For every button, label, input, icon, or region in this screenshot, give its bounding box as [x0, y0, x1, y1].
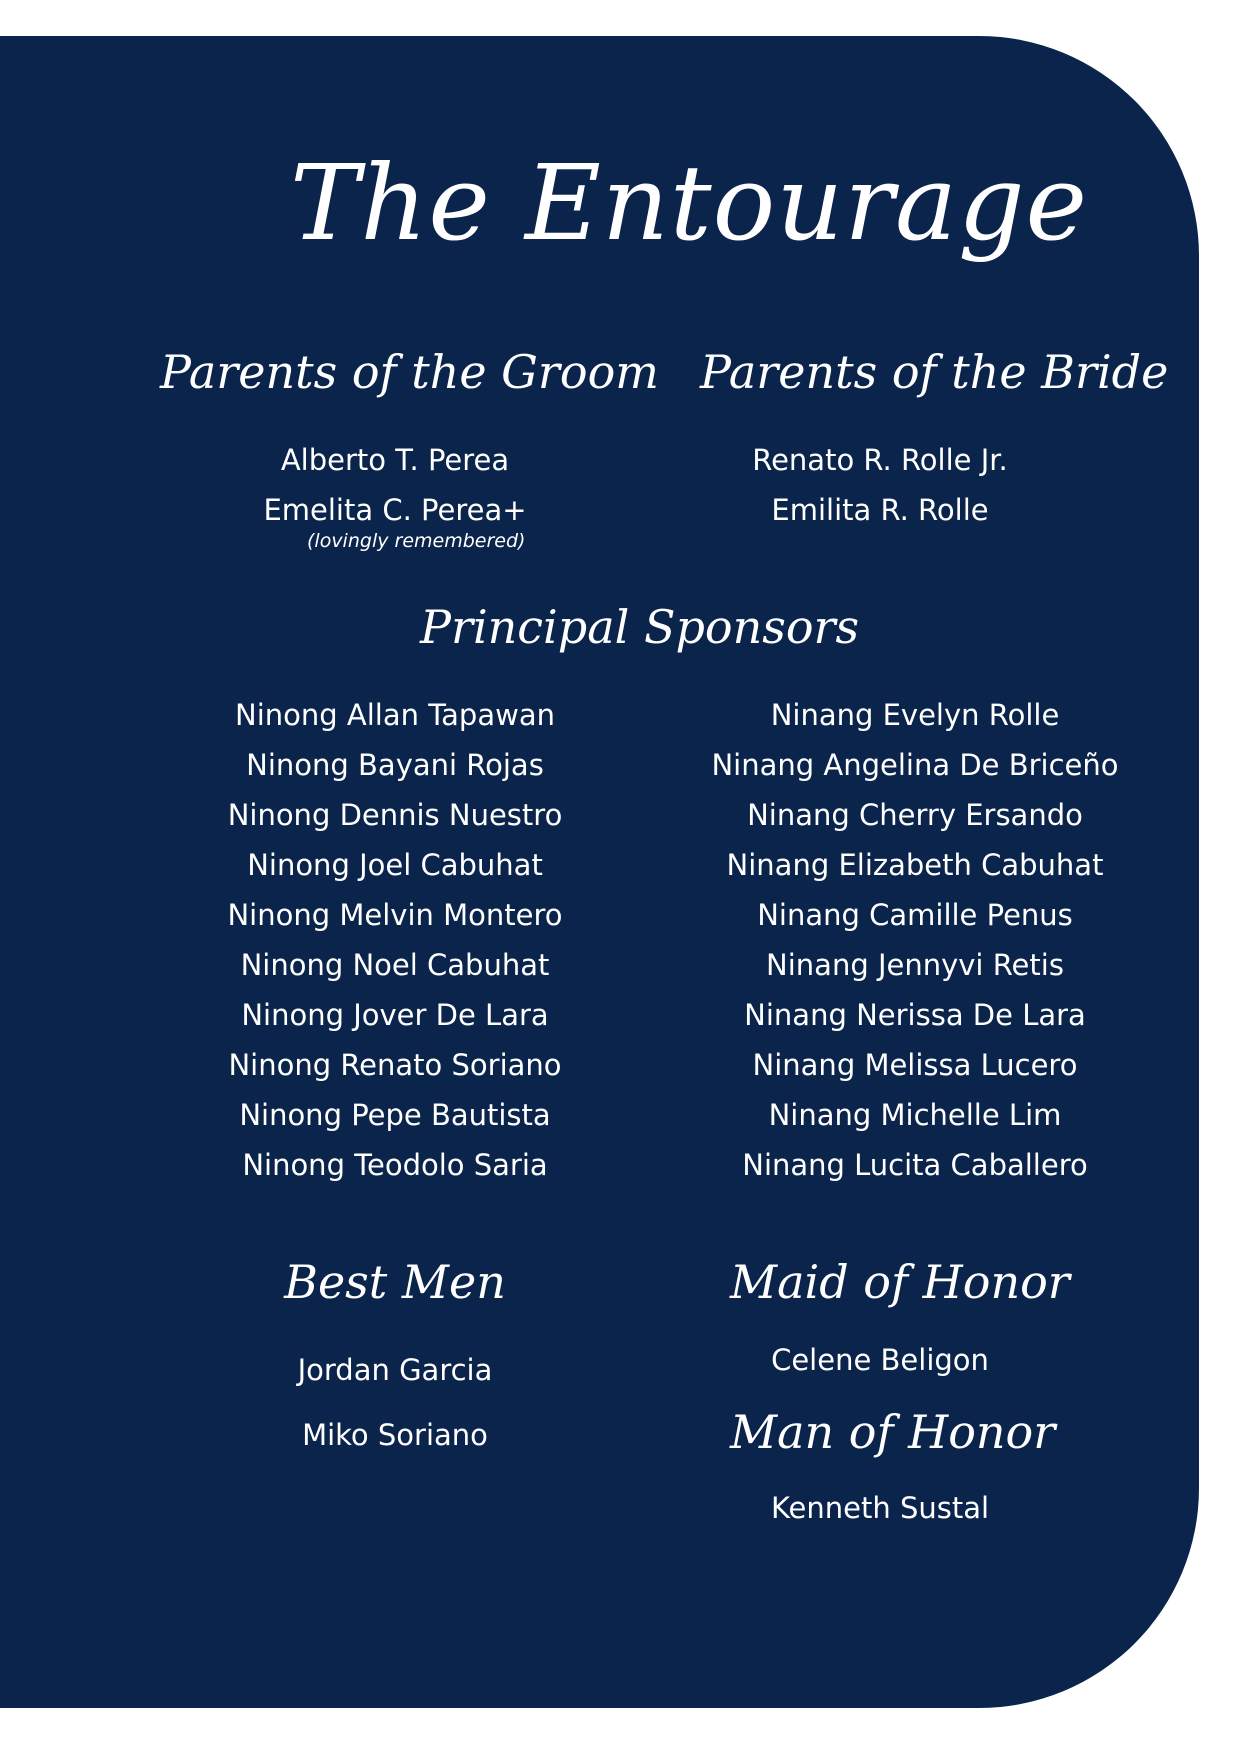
best-men-heading: Best Men: [284, 1255, 506, 1309]
ninang-name: Ninang Camille Penus: [757, 898, 1073, 932]
ninang-name: Ninang Elizabeth Cabuhat: [726, 848, 1104, 882]
ninang-name: Ninang Angelina De Briceño: [711, 748, 1119, 782]
ninang-list: [700, 690, 1130, 1190]
best-man-name: Miko Soriano: [302, 1418, 488, 1452]
parents-groom-heading: Parents of the Groom: [160, 345, 659, 399]
ninong-name: Ninong Noel Cabuhat: [240, 948, 550, 982]
ninong-name: Ninong Dennis Nuestro: [227, 798, 563, 832]
ninang-name: Ninang Evelyn Rolle: [770, 698, 1060, 732]
man-of-honor-heading: Man of Honor: [730, 1405, 1056, 1459]
ninang-name: Ninang Michelle Lim: [768, 1098, 1062, 1132]
ninang-name: Ninang Jennyvi Retis: [766, 948, 1064, 982]
ninong-name: Ninong Joel Cabuhat: [247, 848, 543, 882]
ninong-name: Ninong Melvin Montero: [227, 898, 563, 932]
ninong-name: Ninong Allan Tapawan: [235, 698, 555, 732]
remembrance-note: (lovingly remembered): [307, 530, 526, 552]
best-man-name: Jordan Garcia: [297, 1353, 493, 1387]
parents-bride-heading: Parents of the Bride: [700, 345, 1169, 399]
bride-father-name: Renato R. Rolle Jr.: [752, 443, 1008, 477]
ninang-name: Ninang Cherry Ersando: [747, 798, 1083, 832]
ninong-name: Ninong Renato Soriano: [228, 1048, 562, 1082]
ninang-name: Ninang Melissa Lucero: [752, 1048, 1078, 1082]
maid-of-honor-heading: Maid of Honor: [730, 1255, 1070, 1309]
man-of-honor-name: Kenneth Sustal: [770, 1491, 990, 1525]
ninong-name: Ninong Bayani Rojas: [246, 748, 544, 782]
principal-sponsors-heading: Principal Sponsors: [420, 600, 860, 654]
bride-mother-name: Emilita R. Rolle: [771, 493, 989, 527]
ninang-name: Ninang Nerissa De Lara: [744, 998, 1086, 1032]
ninong-name: Ninong Teodolo Saria: [242, 1148, 548, 1182]
ninang-name: Ninang Lucita Caballero: [742, 1148, 1088, 1182]
page-title: The Entourage: [290, 142, 1089, 264]
groom-father-name: Alberto T. Perea: [280, 443, 510, 477]
ninong-list: [195, 690, 595, 1190]
maid-of-honor-name: Celene Beligon: [771, 1343, 989, 1377]
groom-mother-name: Emelita C. Perea+: [263, 493, 527, 527]
ninong-name: Ninong Pepe Bautista: [239, 1098, 551, 1132]
ninong-name: Ninong Jover De Lara: [241, 998, 549, 1032]
